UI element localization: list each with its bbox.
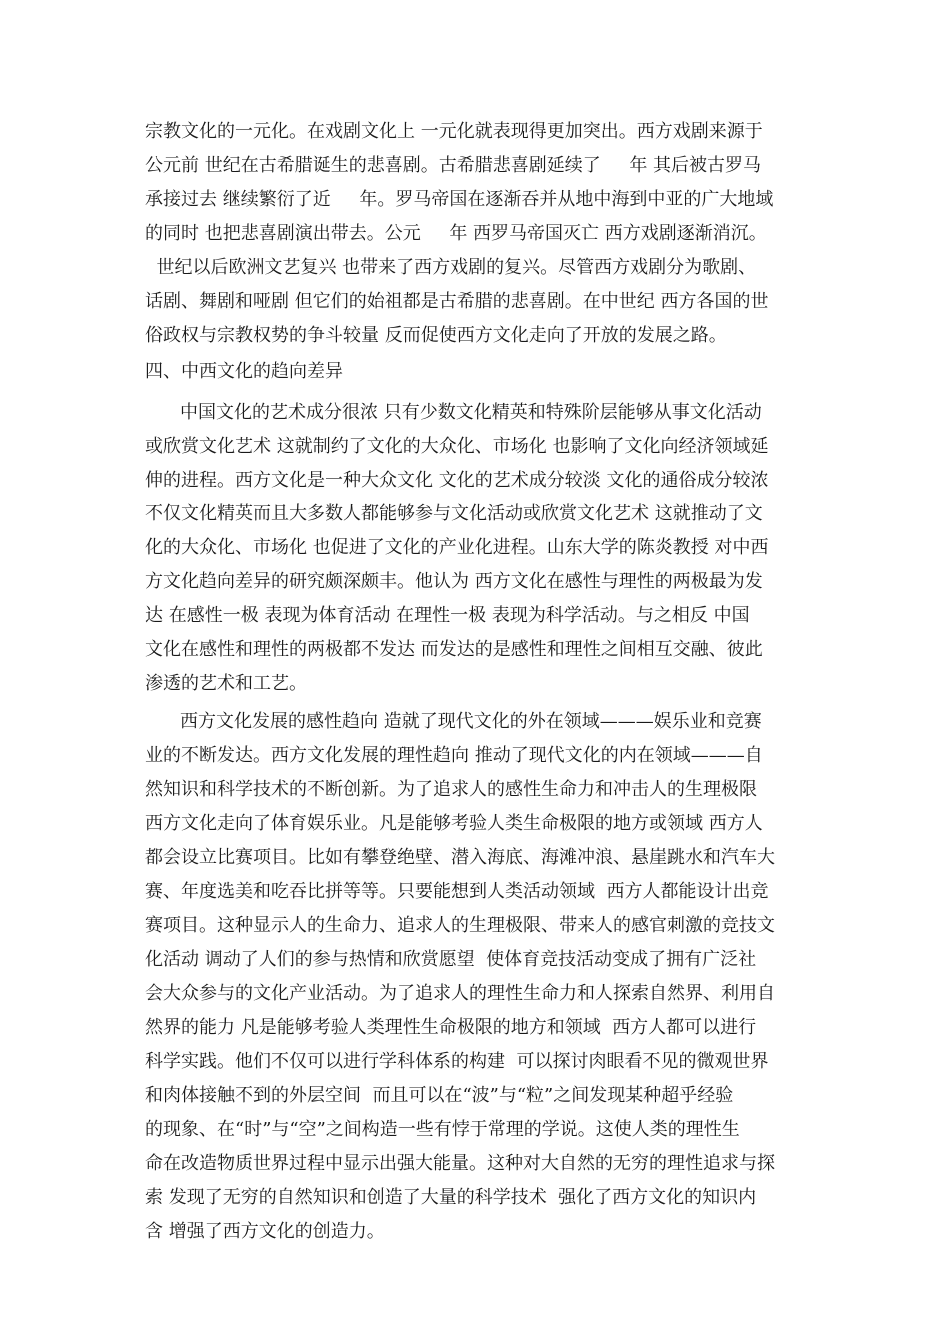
text-line: 化活动 调动了人们的参与热情和欣赏愿望 使体育竞技活动变成了拥有广泛社	[145, 949, 757, 970]
text-line: 不仅文化精英而且大多数人都能够参与文化活动或欣赏文化艺术 这就推动了文	[145, 503, 763, 524]
text-line: 西方文化发展的感性趋向 造就了现代文化的外在领域———娱乐业和竞赛	[180, 711, 762, 732]
text-line: 方文化趋向差异的研究颇深颇丰。他认为 西方文化在感性与理性的两极最为发	[145, 571, 763, 592]
text-line: 都会设立比赛项目。比如有攀登绝壁、潜入海底、海滩冲浪、悬崖跳水和汽车大	[145, 847, 775, 868]
text-line: 会大众参与的文化产业活动。为了追求人的理性生命力和人探索自然界、利用自	[145, 983, 775, 1004]
text-line: 含 增强了西方文化的创造力。	[145, 1221, 385, 1242]
text-line: 俗政权与宗教权势的争斗较量 反而促使西方文化走向了开放的发展之路。	[145, 325, 727, 346]
text-line: 科学实践。他们不仅可以进行学科体系的构建 可以探讨肉眼看不见的微观世界	[145, 1051, 769, 1072]
section-heading: 四、中西文化的趋向差异	[145, 361, 343, 382]
text-line: 承接过去 继续繁衍了近 年。罗马帝国在逐渐吞并从地中海到中亚的广大地域	[145, 189, 774, 210]
text-line: 索 发现了无穷的自然知识和创造了大量的科学技术 强化了西方文化的知识内	[145, 1187, 757, 1208]
text-line: 和肉体接触不到的外层空间 而且可以在“波”与“粒”之间发现某种超乎经验	[145, 1085, 734, 1106]
text-line: 西方文化走向了体育娱乐业。凡是能够考验人类生命极限的地方或领域 西方人	[145, 813, 763, 834]
text-line: 然界的能力 凡是能够考验人类理性生命极限的地方和领域 西方人都可以进行	[145, 1017, 757, 1038]
text-line: 赛、年度选美和吃吞比拼等等。只要能想到人类活动领域 西方人都能设计出竞	[145, 881, 769, 902]
text-line: 渗透的艺术和工艺。	[145, 673, 307, 694]
text-line: 的同时 也把悲喜剧演出带去。公元 年 西罗马帝国灭亡 西方戏剧逐渐消沉。	[145, 223, 767, 244]
text-line: 话剧、舞剧和哑剧 但它们的始祖都是古希腊的悲喜剧。在中世纪 西方各国的世	[145, 291, 769, 312]
text-line: 命在改造物质世界过程中显示出强大能量。这种对大自然的无穷的理性追求与探	[145, 1153, 775, 1174]
text-line: 业的不断发达。西方文化发展的理性趋向 推动了现代文化的内在领域———自	[145, 745, 763, 766]
text-line: 达 在感性一极 表现为体育活动 在理性一极 表现为科学活动。与之相反 中国	[145, 605, 750, 626]
text-line: 宗教文化的一元化。在戏剧文化上 一元化就表现得更加突出。西方戏剧来源于	[145, 121, 763, 142]
text-line: 赛项目。这种显示人的生命力、追求人的生理极限、带来人的感官刺激的竞技文	[145, 915, 775, 936]
text-line: 然知识和科学技术的不断创新。为了追求人的感性生命力和冲击人的生理极限	[145, 779, 757, 800]
text-line: 公元前 世纪在古希腊诞生的悲喜剧。古希腊悲喜剧延续了 年 其后被古罗马	[145, 155, 762, 176]
text-line: 文化在感性和理性的两极都不发达 而发达的是感性和理性之间相互交融、彼此	[145, 639, 763, 660]
text-line: 的现象、在“时”与“空”之间构造一些有悖于常理的学说。这使人类的理性生	[145, 1119, 740, 1140]
text-line: 化的大众化、市场化 也促进了文化的产业化进程。山东大学的陈炎教授 对中西	[145, 537, 769, 558]
text-line: 世纪以后欧洲文艺复兴 也带来了西方戏剧的复兴。尽管西方戏剧分为歌剧、	[145, 257, 757, 278]
text-line: 或欣赏文化艺术 这就制约了文化的大众化、市场化 也影响了文化向经济领域延	[145, 436, 769, 457]
text-line: 伸的进程。西方文化是一种大众文化 文化的艺术成分较淡 文化的通俗成分较浓	[145, 470, 769, 491]
text-line: 中国文化的艺术成分很浓 只有少数文化精英和特殊阶层能够从事文化活动	[180, 402, 762, 423]
